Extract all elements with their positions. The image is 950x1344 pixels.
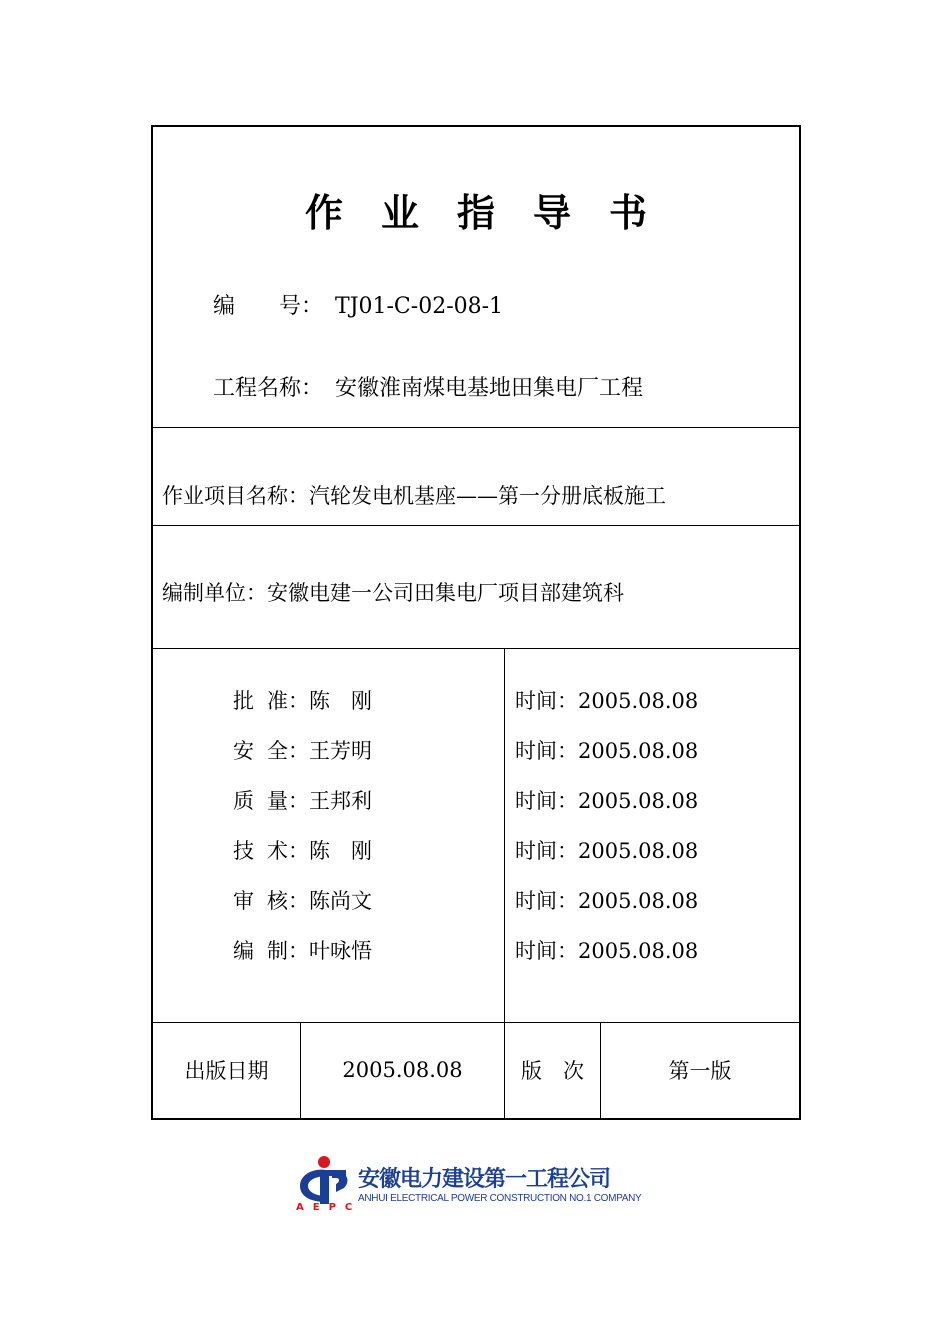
number-value: TJ01-C-02-08-1 (335, 294, 504, 319)
signature-row (233, 685, 372, 715)
unit-line: 编制单位：安徽电建一公司田集电厂项目部建筑科 (162, 581, 624, 605)
signature-row (233, 835, 372, 865)
edition-label: 版 次 (521, 1059, 584, 1083)
signature-role: 质量 (233, 789, 288, 813)
number-label: 编 号： (213, 294, 324, 319)
logo-en-name: ANHUI ELECTRICAL POWER CONSTRUCTION NO.1 COMPANY (358, 1193, 642, 1204)
colon: ： (288, 939, 309, 963)
divider (153, 648, 799, 649)
signature-role: 技术 (233, 839, 288, 863)
signature-row (233, 785, 372, 815)
project-label: 工程名称： (213, 376, 324, 401)
number-line (213, 289, 503, 320)
signature-role: 编制 (233, 939, 288, 963)
signature-time: 时间：2005.08.08 (515, 689, 699, 713)
publish-date-value: 2005.08.08 (342, 1058, 463, 1082)
logo-cn-name: 安徽电力建设第一工程公司 (358, 1167, 611, 1192)
document-title: 作业指导书 (304, 191, 685, 235)
colon: ： (288, 889, 309, 913)
document-frame (151, 125, 801, 1120)
colon: ： (288, 839, 309, 863)
signature-name: 叶咏悟 (309, 939, 372, 963)
work-item-line: 作业项目名称：汽轮发电机基座——第一分册底板施工 (162, 484, 666, 508)
signature-time: 时间：2005.08.08 (515, 739, 699, 763)
signature-name: 陈尚文 (309, 889, 372, 913)
signature-role: 安全 (233, 739, 288, 763)
signature-row (233, 885, 372, 915)
signature-name: 王芳明 (309, 739, 372, 763)
logo-abbr: AEPC (296, 1202, 362, 1213)
divider (153, 427, 799, 428)
colon: ： (288, 689, 309, 713)
divider (153, 525, 799, 526)
signature-time: 时间：2005.08.08 (515, 889, 699, 913)
project-value: 安徽淮南煤电基地田集电厂工程 (335, 376, 644, 401)
signature-time: 时间：2005.08.08 (515, 939, 699, 963)
signature-role: 批准 (233, 689, 288, 713)
publish-date-label: 出版日期 (184, 1059, 269, 1083)
signature-name: 陈 刚 (309, 689, 372, 713)
signature-name: 陈 刚 (309, 839, 372, 863)
signature-row (233, 935, 372, 965)
company-logo (296, 1152, 642, 1216)
signature-row (233, 735, 372, 765)
colon: ： (288, 739, 309, 763)
column-divider (504, 648, 505, 1022)
signature-time: 时间：2005.08.08 (515, 839, 699, 863)
edition-value: 第一版 (668, 1059, 732, 1083)
signature-role: 审核 (233, 889, 288, 913)
signature-time: 时间：2005.08.08 (515, 789, 699, 813)
project-line (213, 371, 643, 402)
signature-name: 王邦利 (309, 789, 372, 813)
colon: ： (288, 789, 309, 813)
